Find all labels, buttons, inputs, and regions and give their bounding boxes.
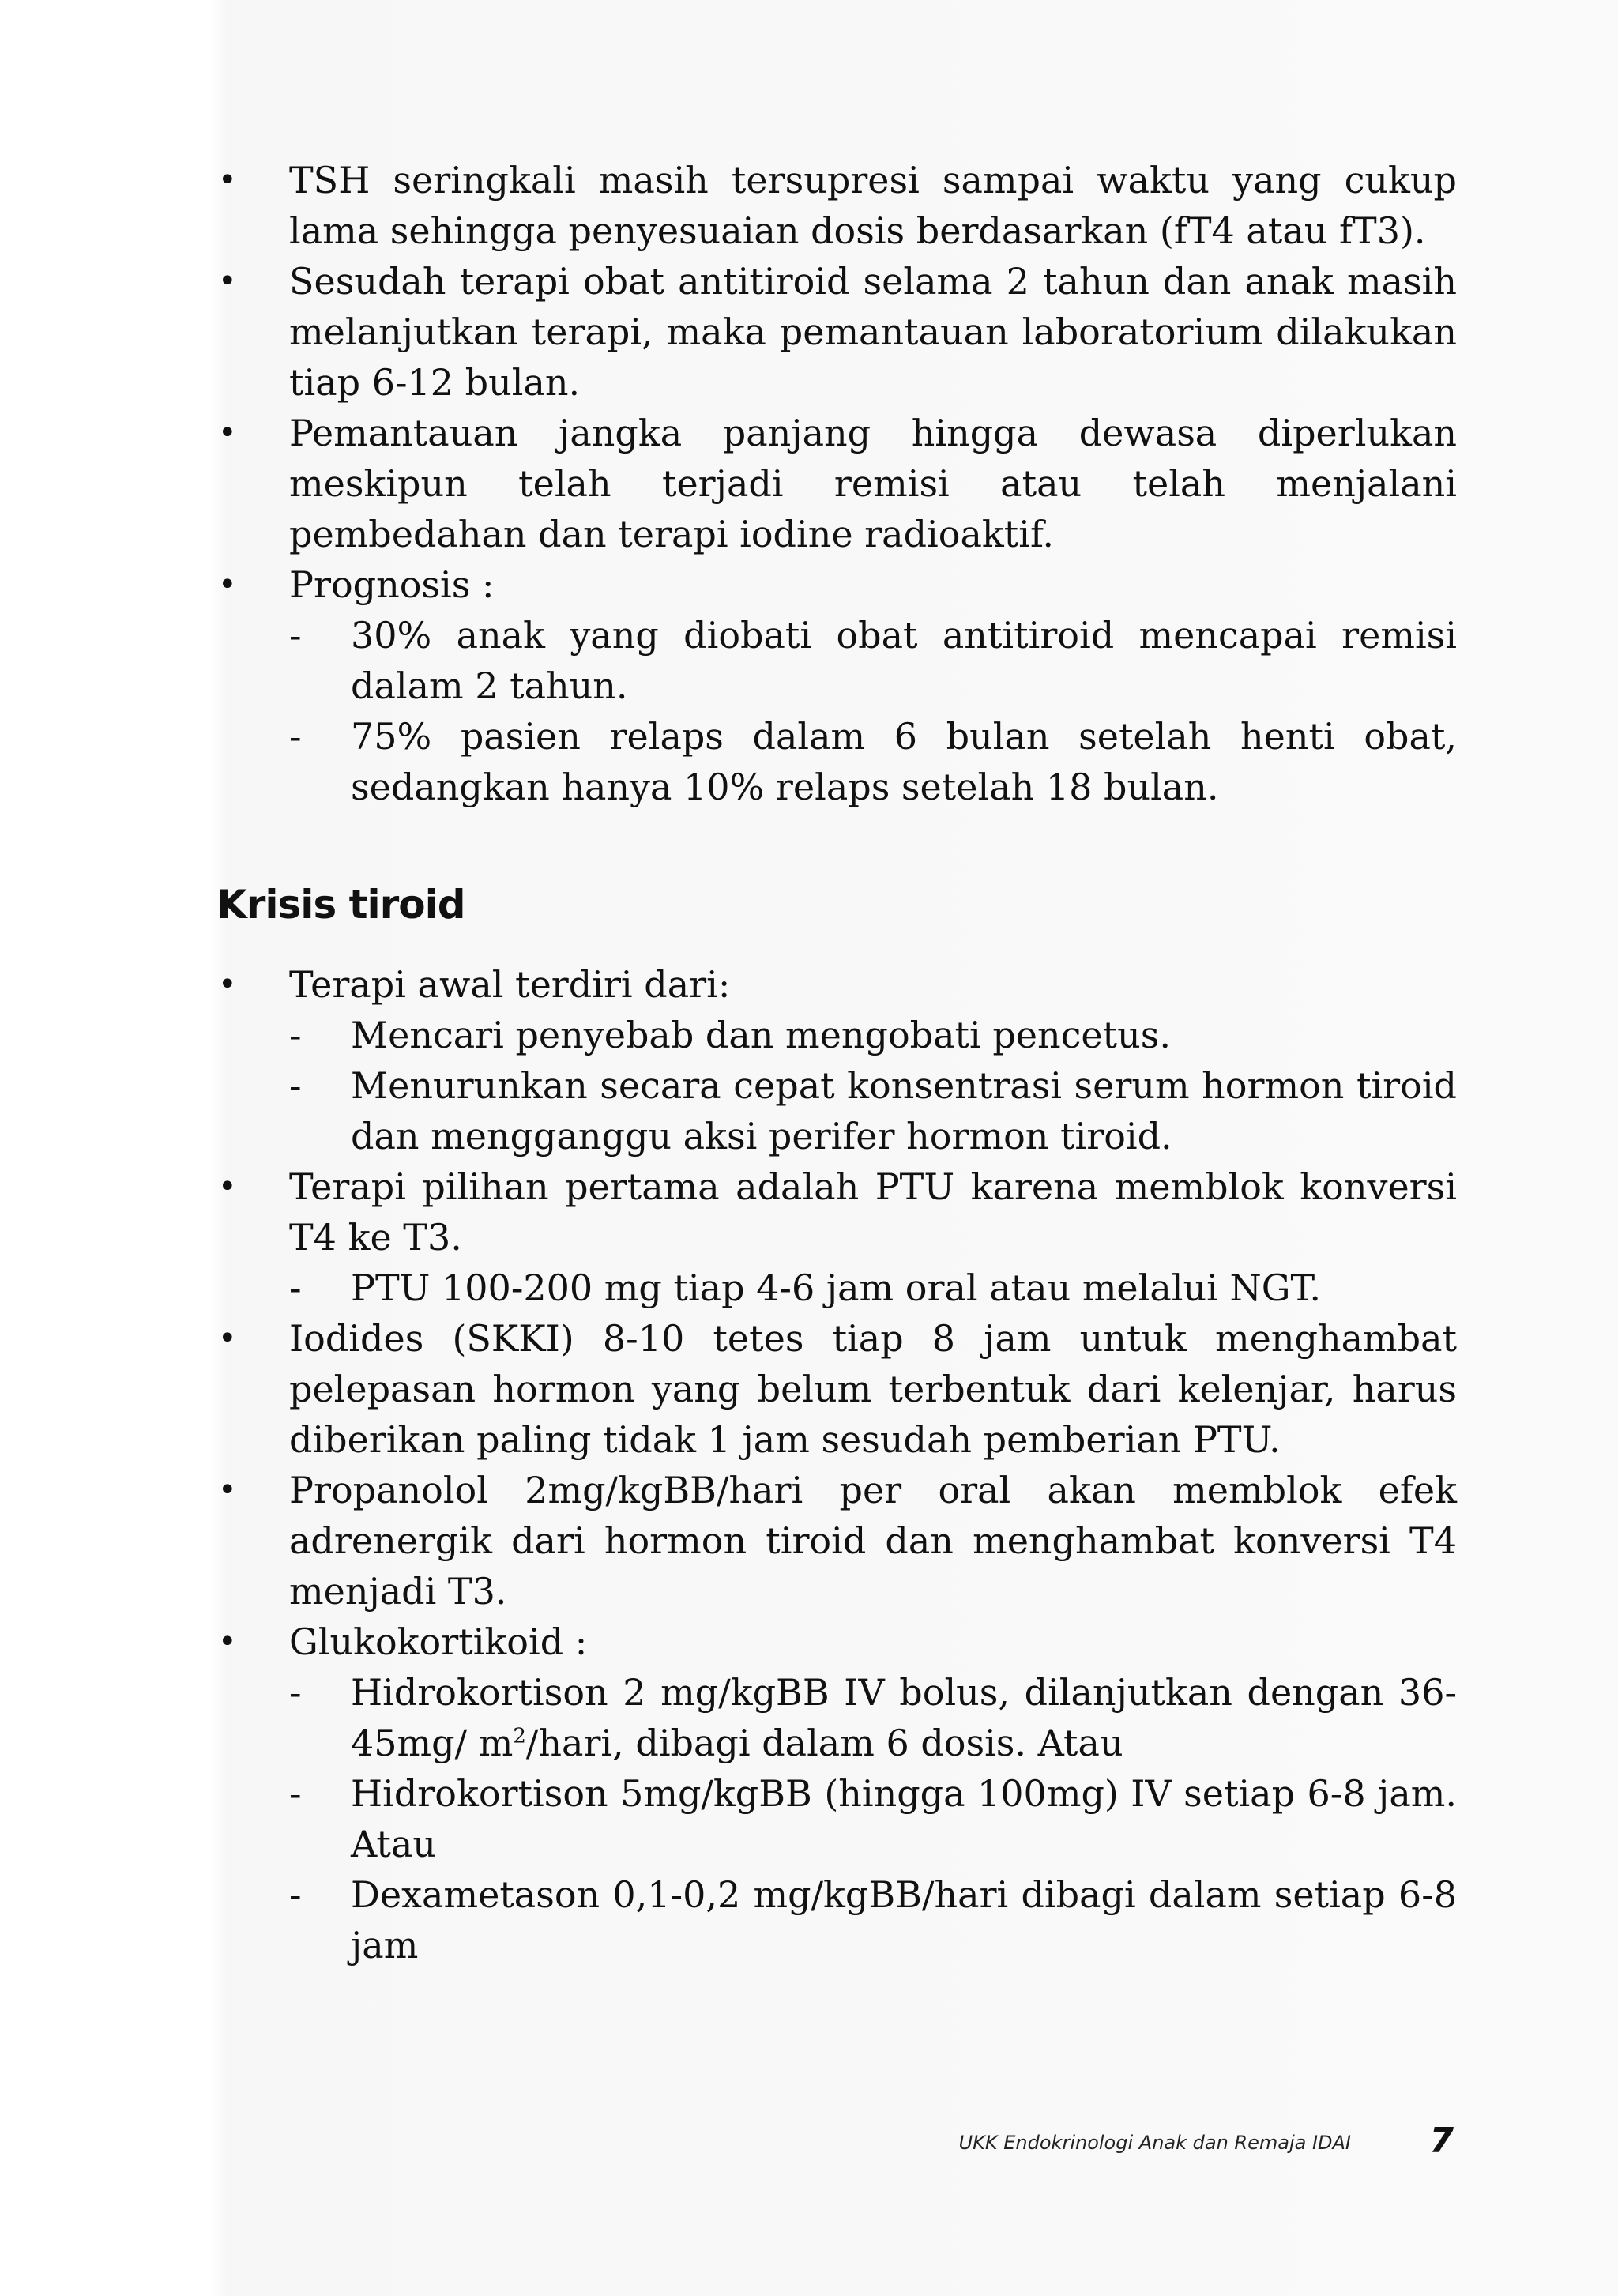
sub-list-item-text: 30% anak yang diobati obat antitiroid mencapai remisi dalam 2 tahun. xyxy=(351,614,1457,707)
list-item xyxy=(216,1465,1457,1617)
footer-publisher-text: UKK Endokrinologi Anak dan Remaja IDAI xyxy=(958,2132,1351,2154)
list-item xyxy=(216,408,1457,559)
sub-list-item xyxy=(216,1010,1457,1060)
list-item-text: Terapi pilihan pertama adalah PTU karena memblok konversi T4 ke T3. xyxy=(289,1165,1457,1259)
sub-list-item-text: Menurunkan secara cepat konsentrasi serum hormon tiroid dan mengganggu aksi perifer hormon tiroid. xyxy=(351,1064,1457,1157)
hydrocortisone-dose-text: Hidrokortison 2 mg/kgBB IV bolus, dilanjutkan dengan 36-45mg/ m xyxy=(351,1671,1457,1764)
list-item xyxy=(216,559,1457,812)
list-item xyxy=(216,155,1457,256)
sub-list-item xyxy=(216,1060,1457,1161)
page-number: 7 xyxy=(1429,2121,1454,2161)
sub-list-prognosis xyxy=(216,610,1457,812)
sub-list-item-text xyxy=(351,1671,1457,1764)
sub-list-glucocorticoid xyxy=(216,1667,1457,1970)
list-item xyxy=(216,959,1457,1161)
page-content xyxy=(216,155,1457,1970)
bullet-marker: • xyxy=(218,1472,237,1508)
list-item xyxy=(216,1161,1457,1313)
sub-list-item-text: Dexametason 0,1-0,2 mg/kgBB/hari dibagi dalam setiap 6-8 jam xyxy=(351,1873,1457,1967)
list-item-text: Prognosis : xyxy=(289,563,495,606)
dash-marker: - xyxy=(289,1267,302,1309)
sub-list-ptu xyxy=(216,1263,1457,1313)
page-footer xyxy=(0,2121,1618,2168)
bullet-marker: • xyxy=(218,162,237,198)
sub-list-item-text: PTU 100-200 mg tiap 4-6 jam oral atau melalui NGT. xyxy=(351,1267,1322,1309)
sub-list-item xyxy=(216,1263,1457,1313)
section-heading: Krisis tiroid xyxy=(216,882,465,928)
bullet-marker: • xyxy=(218,566,237,603)
sub-list-initial-therapy xyxy=(216,1010,1457,1161)
list-item-text: Iodides (SKKI) 8-10 tetes tiap 8 jam untuk menghambat pelepasan hormon yang belum terbentuk dari kelenjar, harus diberikan paling tidak 1 jam sesudah pemberian PTU. xyxy=(289,1317,1457,1461)
superscript: 2 xyxy=(513,1724,526,1748)
dash-marker: - xyxy=(289,614,302,657)
dash-marker: - xyxy=(289,1772,302,1815)
sub-list-item-text: 75% pasien relaps dalam 6 bulan setelah henti obat, sedangkan hanya 10% relaps setelah 18 bulan. xyxy=(351,715,1457,808)
list-item-text: Sesudah terapi obat antitiroid selama 2 tahun dan anak masih melanjutkan terapi, maka pemantauan laboratorium dilakukan tiap 6-12 bulan. xyxy=(289,260,1457,404)
sub-list-item xyxy=(216,1667,1457,1768)
bullet-list-monitoring xyxy=(216,155,1457,812)
list-item-text: Terapi awal terdiri dari: xyxy=(289,963,731,1006)
dash-marker: - xyxy=(289,1671,302,1714)
hydrocortisone-dose-text-end: /hari, dibagi dalam 6 dosis. Atau xyxy=(525,1722,1123,1764)
bullet-marker: • xyxy=(218,415,237,451)
dash-marker: - xyxy=(289,1873,302,1916)
dash-marker: - xyxy=(289,715,302,758)
bullet-marker: • xyxy=(218,1169,237,1205)
list-item xyxy=(216,1313,1457,1465)
bullet-list-thyroid-crisis xyxy=(216,959,1457,1970)
bullet-marker: • xyxy=(218,1320,237,1357)
list-item-text: Pemantauan jangka panjang hingga dewasa diperlukan meskipun telah terjadi remisi atau telah menjalani pembedahan dan terapi iodine radioaktif. xyxy=(289,412,1457,555)
sub-list-item xyxy=(216,610,1457,711)
list-item xyxy=(216,1617,1457,1970)
bullet-marker: • xyxy=(218,966,237,1003)
sub-list-item xyxy=(216,711,1457,812)
dash-marker: - xyxy=(289,1064,302,1107)
sub-list-item xyxy=(216,1869,1457,1970)
dash-marker: - xyxy=(289,1014,302,1056)
sub-list-item xyxy=(216,1768,1457,1869)
bullet-marker: • xyxy=(218,263,237,299)
list-item-text: TSH seringkali masih tersupresi sampai waktu yang cukup lama sehingga penyesuaian dosis berdasarkan (fT4 atau fT3). xyxy=(289,159,1457,252)
list-item xyxy=(216,256,1457,408)
sub-list-item-text: Mencari penyebab dan mengobati pencetus. xyxy=(351,1014,1171,1056)
list-item-text: Propanolol 2mg/kgBB/hari per oral akan memblok efek adrenergik dari hormon tiroid dan menghambat konversi T4 menjadi T3. xyxy=(289,1469,1457,1613)
sub-list-item-text: Hidrokortison 5mg/kgBB (hingga 100mg) IV setiap 6-8 jam. Atau xyxy=(351,1772,1457,1865)
list-item-text: Glukokortikoid : xyxy=(289,1620,588,1663)
bullet-marker: • xyxy=(218,1624,237,1660)
